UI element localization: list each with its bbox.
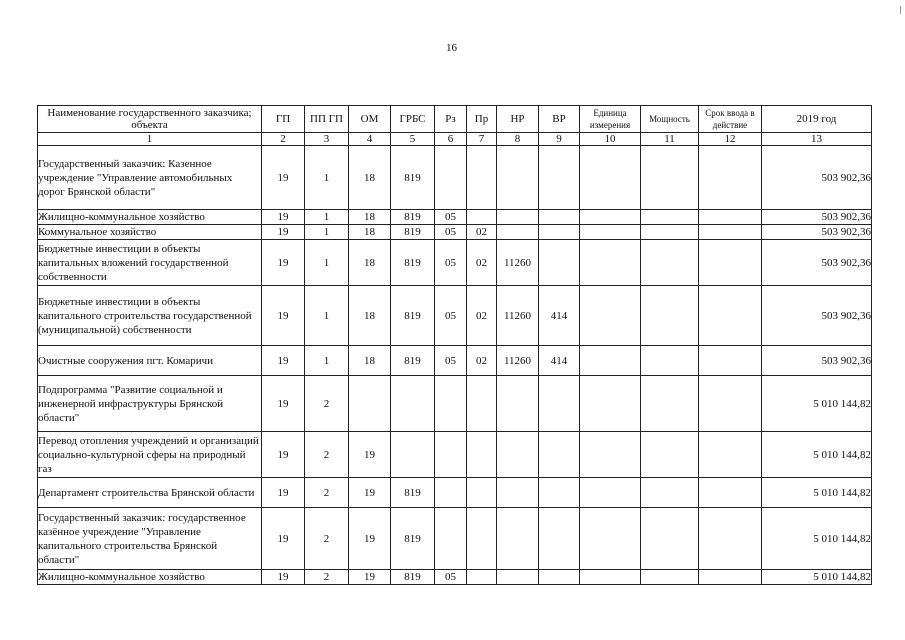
column-number: 12 (699, 133, 762, 146)
cell-gp: 19 (262, 146, 305, 210)
cell-power (641, 508, 699, 570)
cell-amount: 5 010 144,82 (762, 478, 872, 508)
cell-term (699, 286, 762, 346)
cell-om: 18 (349, 240, 391, 286)
header-name: Наименование государственного заказчика; объекта (38, 106, 262, 133)
table-row (38, 210, 872, 225)
cell-ppgp: 1 (305, 286, 349, 346)
cell-gp: 19 (262, 570, 305, 585)
cell-nr (497, 570, 539, 585)
cell-power (641, 210, 699, 225)
cell-grbs (391, 376, 435, 432)
cell-term (699, 240, 762, 286)
cell-grbs: 819 (391, 225, 435, 240)
cell-amount: 5 010 144,82 (762, 570, 872, 585)
cell-om: 18 (349, 210, 391, 225)
column-number: 10 (580, 133, 641, 146)
cell-amount: 503 902,36 (762, 346, 872, 376)
header-ppgp: ПП ГП (305, 106, 349, 133)
row-name: Государственный заказчик: Казенное учреждение "Управление автомобильных дорог Брянской области" (38, 146, 262, 210)
cell-unit (580, 286, 641, 346)
cell-om: 19 (349, 478, 391, 508)
table-row (38, 146, 872, 210)
cell-grbs: 819 (391, 346, 435, 376)
cell-gp: 19 (262, 432, 305, 478)
header-gp: ГП (262, 106, 305, 133)
header-row (38, 106, 872, 133)
cell-power (641, 146, 699, 210)
row-name: Жилищно-коммунальное хозяйство (38, 570, 262, 585)
column-number: 8 (497, 133, 539, 146)
cell-rz (435, 376, 467, 432)
cell-term (699, 225, 762, 240)
column-number: 9 (539, 133, 580, 146)
cell-term (699, 508, 762, 570)
cell-ppgp: 2 (305, 432, 349, 478)
cell-ppgp: 1 (305, 346, 349, 376)
cell-vr: 414 (539, 286, 580, 346)
cell-ppgp: 1 (305, 210, 349, 225)
cell-power (641, 432, 699, 478)
table-row (38, 570, 872, 585)
header-term: Срок ввода в действие (699, 106, 762, 133)
row-name: Коммунальное хозяйство (38, 225, 262, 240)
cell-pr (467, 432, 497, 478)
cell-power (641, 286, 699, 346)
header-vr: ВР (539, 106, 580, 133)
cell-pr: 02 (467, 225, 497, 240)
cell-amount: 503 902,36 (762, 225, 872, 240)
cell-vr (539, 376, 580, 432)
cell-nr (497, 478, 539, 508)
cell-vr (539, 478, 580, 508)
cell-unit (580, 225, 641, 240)
column-number: 2 (262, 133, 305, 146)
cell-unit (580, 210, 641, 225)
header-year: 2019 год (762, 106, 872, 133)
cell-power (641, 240, 699, 286)
column-number: 5 (391, 133, 435, 146)
cell-power (641, 570, 699, 585)
cell-ppgp: 1 (305, 146, 349, 210)
cell-nr: 11260 (497, 346, 539, 376)
cell-vr (539, 508, 580, 570)
table-row (38, 478, 872, 508)
cell-ppgp: 1 (305, 225, 349, 240)
cell-gp: 19 (262, 210, 305, 225)
cell-vr: 414 (539, 346, 580, 376)
cell-gp: 19 (262, 376, 305, 432)
header-rz: Рз (435, 106, 467, 133)
column-number: 1 (38, 133, 262, 146)
header-power: Мощность (641, 106, 699, 133)
cell-om: 18 (349, 225, 391, 240)
cell-nr (497, 376, 539, 432)
table-body (38, 146, 872, 585)
cell-om: 19 (349, 570, 391, 585)
cell-amount: 503 902,36 (762, 146, 872, 210)
cell-gp: 19 (262, 240, 305, 286)
cell-power (641, 478, 699, 508)
cell-gp: 19 (262, 225, 305, 240)
cell-rz: 05 (435, 346, 467, 376)
cell-rz: 05 (435, 240, 467, 286)
cell-om: 19 (349, 508, 391, 570)
header-om: ОМ (349, 106, 391, 133)
cell-nr (497, 210, 539, 225)
cell-nr: 11260 (497, 240, 539, 286)
cell-vr (539, 240, 580, 286)
row-name: Бюджетные инвестиции в объекты капитальных вложений государственной собственности (38, 240, 262, 286)
cell-amount: 5 010 144,82 (762, 508, 872, 570)
cell-term (699, 432, 762, 478)
scan-edge-mark (900, 6, 901, 14)
cell-unit (580, 478, 641, 508)
cell-om: 18 (349, 146, 391, 210)
cell-term (699, 346, 762, 376)
table-row (38, 346, 872, 376)
cell-term (699, 376, 762, 432)
cell-amount: 5 010 144,82 (762, 376, 872, 432)
cell-pr (467, 478, 497, 508)
cell-grbs: 819 (391, 286, 435, 346)
row-name: Перевод отопления учреждений и организаций социально-культурной сферы на природный газ (38, 432, 262, 478)
column-number: 6 (435, 133, 467, 146)
cell-nr (497, 508, 539, 570)
cell-vr (539, 146, 580, 210)
cell-gp: 19 (262, 286, 305, 346)
cell-grbs: 819 (391, 210, 435, 225)
cell-pr (467, 210, 497, 225)
cell-term (699, 146, 762, 210)
cell-pr: 02 (467, 240, 497, 286)
cell-unit (580, 346, 641, 376)
column-number: 4 (349, 133, 391, 146)
header-pr: Пр (467, 106, 497, 133)
cell-rz (435, 478, 467, 508)
cell-amount: 503 902,36 (762, 240, 872, 286)
cell-ppgp: 2 (305, 508, 349, 570)
cell-om: 19 (349, 432, 391, 478)
cell-grbs (391, 432, 435, 478)
cell-nr: 11260 (497, 286, 539, 346)
budget-table (37, 105, 872, 585)
cell-vr (539, 210, 580, 225)
cell-rz: 05 (435, 286, 467, 346)
header-grbs: ГРБС (391, 106, 435, 133)
cell-pr (467, 570, 497, 585)
cell-power (641, 225, 699, 240)
cell-gp: 19 (262, 478, 305, 508)
cell-power (641, 346, 699, 376)
cell-unit (580, 376, 641, 432)
row-name: Бюджетные инвестиции в объекты капитального строительства государственной (муниципальной) собственности (38, 286, 262, 346)
cell-rz: 05 (435, 570, 467, 585)
table-row (38, 508, 872, 570)
cell-vr (539, 225, 580, 240)
cell-nr (497, 225, 539, 240)
cell-vr (539, 432, 580, 478)
header-nr: НР (497, 106, 539, 133)
cell-ppgp: 2 (305, 376, 349, 432)
table-row (38, 225, 872, 240)
column-number: 7 (467, 133, 497, 146)
cell-pr: 02 (467, 346, 497, 376)
cell-grbs: 819 (391, 508, 435, 570)
table-row (38, 376, 872, 432)
cell-amount: 5 010 144,82 (762, 432, 872, 478)
page-number: 16 (446, 42, 457, 54)
row-name: Жилищно-коммунальное хозяйство (38, 210, 262, 225)
column-number: 3 (305, 133, 349, 146)
cell-grbs: 819 (391, 146, 435, 210)
cell-rz (435, 432, 467, 478)
cell-gp: 19 (262, 508, 305, 570)
cell-term (699, 570, 762, 585)
cell-power (641, 376, 699, 432)
table-row (38, 432, 872, 478)
cell-grbs: 819 (391, 570, 435, 585)
cell-amount: 503 902,36 (762, 210, 872, 225)
cell-pr (467, 508, 497, 570)
cell-grbs: 819 (391, 478, 435, 508)
row-name: Департамент строительства Брянской области (38, 478, 262, 508)
cell-rz (435, 508, 467, 570)
column-number: 13 (762, 133, 872, 146)
cell-om (349, 376, 391, 432)
cell-ppgp: 1 (305, 240, 349, 286)
row-name: Очистные сооружения пгт. Комаричи (38, 346, 262, 376)
cell-nr (497, 432, 539, 478)
cell-unit (580, 432, 641, 478)
row-name: Подпрограмма "Развитие социальной и инженерной инфраструктуры Брянской области" (38, 376, 262, 432)
cell-rz: 05 (435, 210, 467, 225)
cell-rz: 05 (435, 225, 467, 240)
cell-ppgp: 2 (305, 478, 349, 508)
column-number-row (38, 133, 872, 146)
cell-vr (539, 570, 580, 585)
cell-gp: 19 (262, 346, 305, 376)
header-unit: Единица измерения (580, 106, 641, 133)
table-row (38, 286, 872, 346)
cell-nr (497, 146, 539, 210)
cell-ppgp: 2 (305, 570, 349, 585)
cell-unit (580, 508, 641, 570)
cell-pr (467, 376, 497, 432)
column-number: 11 (641, 133, 699, 146)
cell-unit (580, 240, 641, 286)
row-name: Государственный заказчик: государственное казённое учреждение "Управление капитального строительства Брянской области" (38, 508, 262, 570)
cell-rz (435, 146, 467, 210)
cell-pr (467, 146, 497, 210)
cell-om: 18 (349, 286, 391, 346)
cell-term (699, 210, 762, 225)
cell-unit (580, 570, 641, 585)
cell-pr: 02 (467, 286, 497, 346)
cell-om: 18 (349, 346, 391, 376)
cell-amount: 503 902,36 (762, 286, 872, 346)
cell-term (699, 478, 762, 508)
cell-grbs: 819 (391, 240, 435, 286)
cell-unit (580, 146, 641, 210)
table-row (38, 240, 872, 286)
